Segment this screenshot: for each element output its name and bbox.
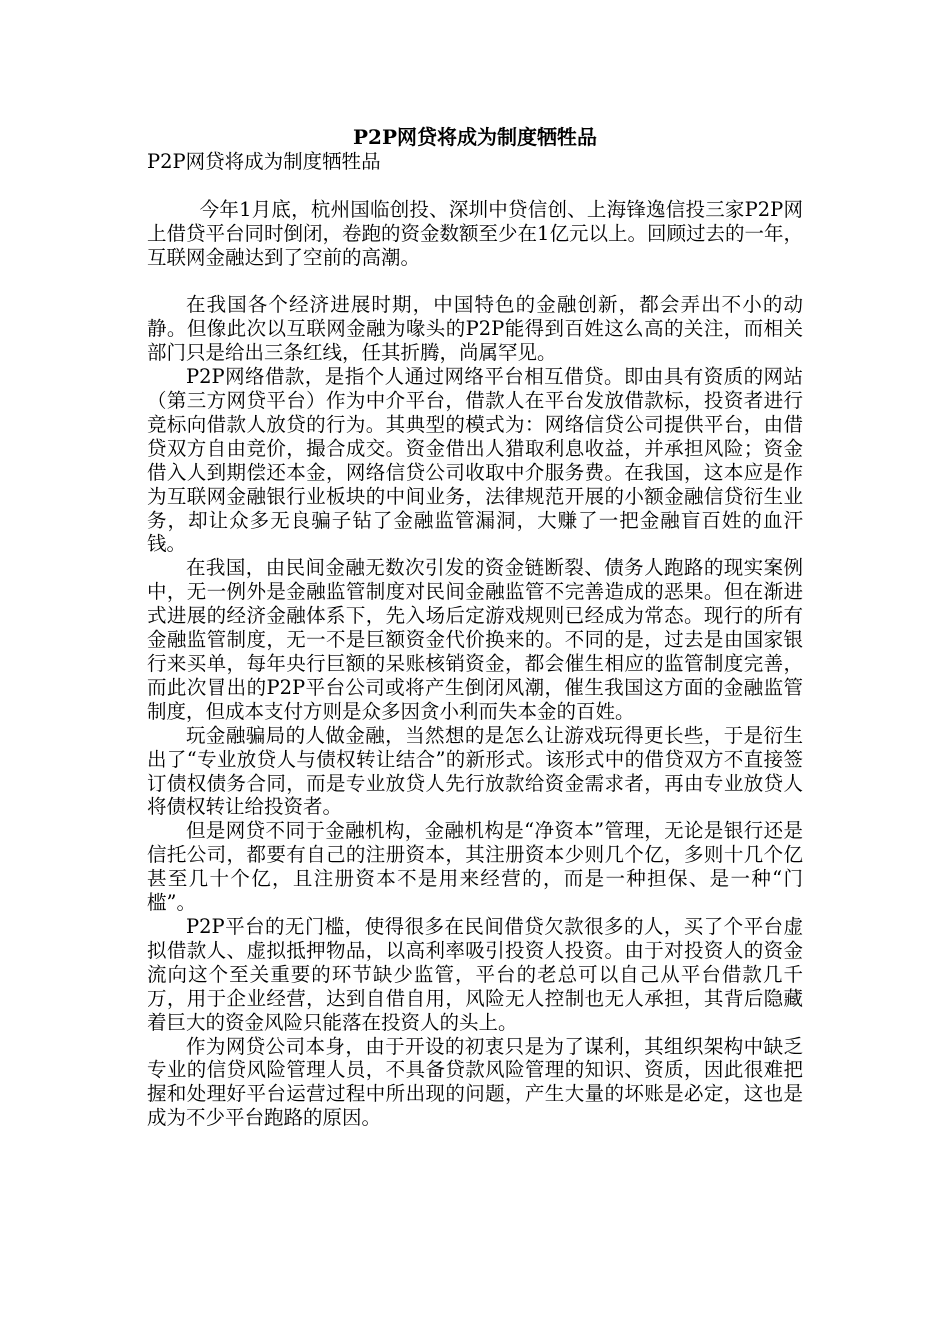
document-page	[147, 124, 803, 1130]
blank-line	[147, 270, 803, 294]
document-subtitle: P2P网贷将成为制度牺牲品	[147, 150, 381, 173]
document-title: P2P网贷将成为制度牺牲品	[353, 125, 597, 149]
paragraph-7: P2P平台的无门槛，使得很多在民间借贷欠款很多的人，买了个平台虚拟借款人、虚拟抵押物品，以高利率吸引投资人投资。由于对投资人的资金流向这个至关重要的环节缺少监管，平台的老总可以自己从平台借款几千万，用于企业经营，达到自借自用，风险无人控制也无人承担，其背后隐藏着巨大的资金风险只能落在投资人的头上。	[147, 914, 803, 1034]
paragraph-5: 玩金融骗局的人做金融，当然想的是怎么让游戏玩得更长些，于是衍生出了“专业放贷人与债权转让结合”的新形式。该形式中的借贷双方不直接签订债权债务合同，而是专业放贷人先行放款给资金需求者，再由专业放贷人将债权转让给投资者。	[147, 723, 803, 819]
paragraph-4: 在我国，由民间金融无数次引发的资金链断裂、债务人跑路的现实案例中，无一例外是金融监管制度对民间金融监管不完善造成的恶果。但在渐进式进展的经济金融体系下，先入场后定游戏规则已经成为常态。现行的所有金融监管制度，无一不是巨额资金代价换来的。不同的是，过去是由国家银行来买单，每年央行巨额的呆账核销资金，都会催生相应的监管制度完善，而此次冒出的P2P平台公司或将产生倒闭风潮，催生我国这方面的金融监管制度，但成本支付方则是众多因贪小利而失本金的百姓。	[147, 556, 803, 723]
paragraph-8: 作为网贷公司本身，由于开设的初衷只是为了谋利，其组织架构中缺乏专业的信贷风险管理人员，不具备贷款风险管理的知识、资质，因此很难把握和处理好平台运营过程中所出现的问题，产生大量的坏账是必定，这也是成为不少平台跑路的原因。	[147, 1034, 803, 1130]
paragraph-1: 今年1月底，杭州国临创投、深圳中贷信创、上海锋逸信投三家P2P网上借贷平台同时倒闭，卷跑的资金数额至少在1亿元以上。回顾过去的一年，互联网金融达到了空前的高潮。	[147, 197, 803, 269]
paragraph-2: 在我国各个经济进展时期，中国特色的金融创新，都会弄出不小的动静。但像此次以互联网金融为喙头的P2P能得到百姓这么高的关注，而相关部门只是给出三条红线，任其折腾，尚属罕见。	[147, 293, 803, 365]
paragraph-6: 但是网贷不同于金融机构，金融机构是“净资本”管理，无论是银行还是信托公司，都要有自己的注册资本，其注册资本少则几个亿，多则十几个亿甚至几十个亿，且注册资本不是用来经营的，而是一种担保、是一种“门槛”。	[147, 819, 803, 915]
paragraph-3: P2P网络借款，是指个人通过网络平台相互借贷。即由具有资质的网站（第三方网贷平台）作为中介平台，借款人在平台发放借款标，投资者进行竞标向借款人放贷的行为。其典型的模式为：网络信贷公司提供平台，由借贷双方自由竞价，撮合成交。资金借出人猎取利息收益，并承担风险；资金借入人到期偿还本金，网络信贷公司收取中介服务费。在我国，这本应是作为互联网金融银行业板块的中间业务，法律规范开展的小额金融信贷衍生业务，却让众多无良骗子钻了金融监管漏洞，大赚了一把金融盲百姓的血汗钱。	[147, 365, 803, 556]
blank-line	[147, 174, 803, 198]
